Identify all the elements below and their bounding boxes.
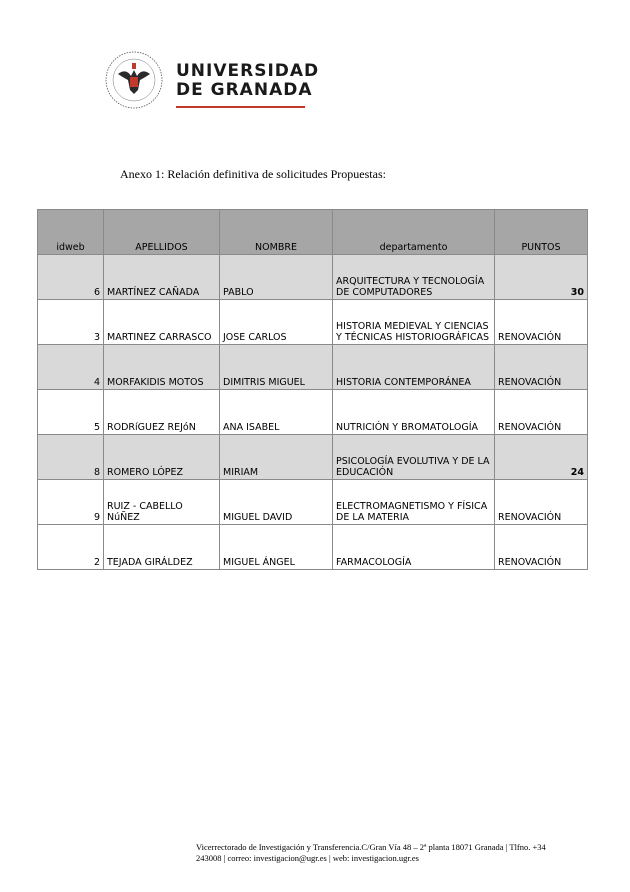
cell-nombre: MIGUEL DAVID [220, 480, 333, 525]
cell-nombre: PABLO [220, 255, 333, 300]
header-puntos: PUNTOS [495, 210, 588, 255]
cell-idweb: 6 [38, 255, 104, 300]
cell-nombre: JOSE CARLOS [220, 300, 333, 345]
table-row [38, 525, 588, 570]
cell-departamento: FARMACOLOGÍA [333, 525, 495, 570]
cell-apellidos: TEJADA GIRÁLDEZ [104, 525, 220, 570]
cell-departamento: HISTORIA CONTEMPORÁNEA [333, 345, 495, 390]
cell-apellidos: RUIZ - CABELLO NúÑEZ [104, 480, 220, 525]
table-row [38, 300, 588, 345]
header-nombre: NOMBRE [220, 210, 333, 255]
header-departamento: departamento [333, 210, 495, 255]
cell-puntos: 30 [495, 255, 588, 300]
cell-nombre: ANA ISABEL [220, 390, 333, 435]
cell-nombre: MIRIAM [220, 435, 333, 480]
cell-nombre: MIGUEL ÁNGEL [220, 525, 333, 570]
header-apellidos: APELLIDOS [104, 210, 220, 255]
table-row [38, 480, 588, 525]
university-name [176, 62, 319, 100]
cell-idweb: 8 [38, 435, 104, 480]
footer-line1: Vicerrectorado de Investigación y Transferencia.C/Gran Vía 48 – 2ª planta 18071 Granada | Tlfno. +34 [196, 842, 546, 852]
cell-apellidos: ROMERO LÓPEZ [104, 435, 220, 480]
table-row [38, 255, 588, 300]
annex-title: Anexo 1: Relación definitiva de solicitudes Propuestas: [120, 167, 386, 181]
cell-departamento: ELECTROMAGNETISMO Y FÍSICA DE LA MATERIA [333, 480, 495, 525]
table-row [38, 390, 588, 435]
cell-departamento: HISTORIA MEDIEVAL Y CIENCIAS Y TÉCNICAS HISTORIOGRÁFICAS [333, 300, 495, 345]
header-divider [176, 106, 305, 108]
cell-departamento: PSICOLOGÍA EVOLUTIVA Y DE LA EDUCACIÓN [333, 435, 495, 480]
cell-departamento: ARQUITECTURA Y TECNOLOGÍA DE COMPUTADORES [333, 255, 495, 300]
footer-contact [196, 842, 556, 864]
cell-apellidos: MARTINEZ CARRASCO [104, 300, 220, 345]
table-header-row [38, 210, 588, 255]
cell-idweb: 4 [38, 345, 104, 390]
table-row [38, 345, 588, 390]
cell-apellidos: MARTÍNEZ CAÑADA [104, 255, 220, 300]
university-name-line2: DE GRANADA [176, 80, 313, 100]
cell-idweb: 9 [38, 480, 104, 525]
cell-puntos: RENOVACIÓN [495, 525, 588, 570]
cell-puntos: 24 [495, 435, 588, 480]
cell-idweb: 2 [38, 525, 104, 570]
university-seal-icon [104, 50, 164, 110]
footer-line2: 243008 | correo: investigacion@ugr.es | web: investigacion.ugr.es [196, 853, 419, 863]
cell-apellidos: RODRíGUEZ REJóN [104, 390, 220, 435]
header-idweb: idweb [38, 210, 104, 255]
cell-idweb: 3 [38, 300, 104, 345]
cell-puntos: RENOVACIÓN [495, 390, 588, 435]
university-name-line1: UNIVERSIDAD [176, 61, 320, 81]
cell-idweb: 5 [38, 390, 104, 435]
cell-puntos: RENOVACIÓN [495, 345, 588, 390]
cell-puntos: RENOVACIÓN [495, 300, 588, 345]
table-row [38, 435, 588, 480]
cell-apellidos: MORFAKIDIS MOTOS [104, 345, 220, 390]
proposals-table [37, 209, 588, 570]
cell-puntos: RENOVACIÓN [495, 480, 588, 525]
cell-departamento: NUTRICIÓN Y BROMATOLOGÍA [333, 390, 495, 435]
cell-nombre: DIMITRIS MIGUEL [220, 345, 333, 390]
